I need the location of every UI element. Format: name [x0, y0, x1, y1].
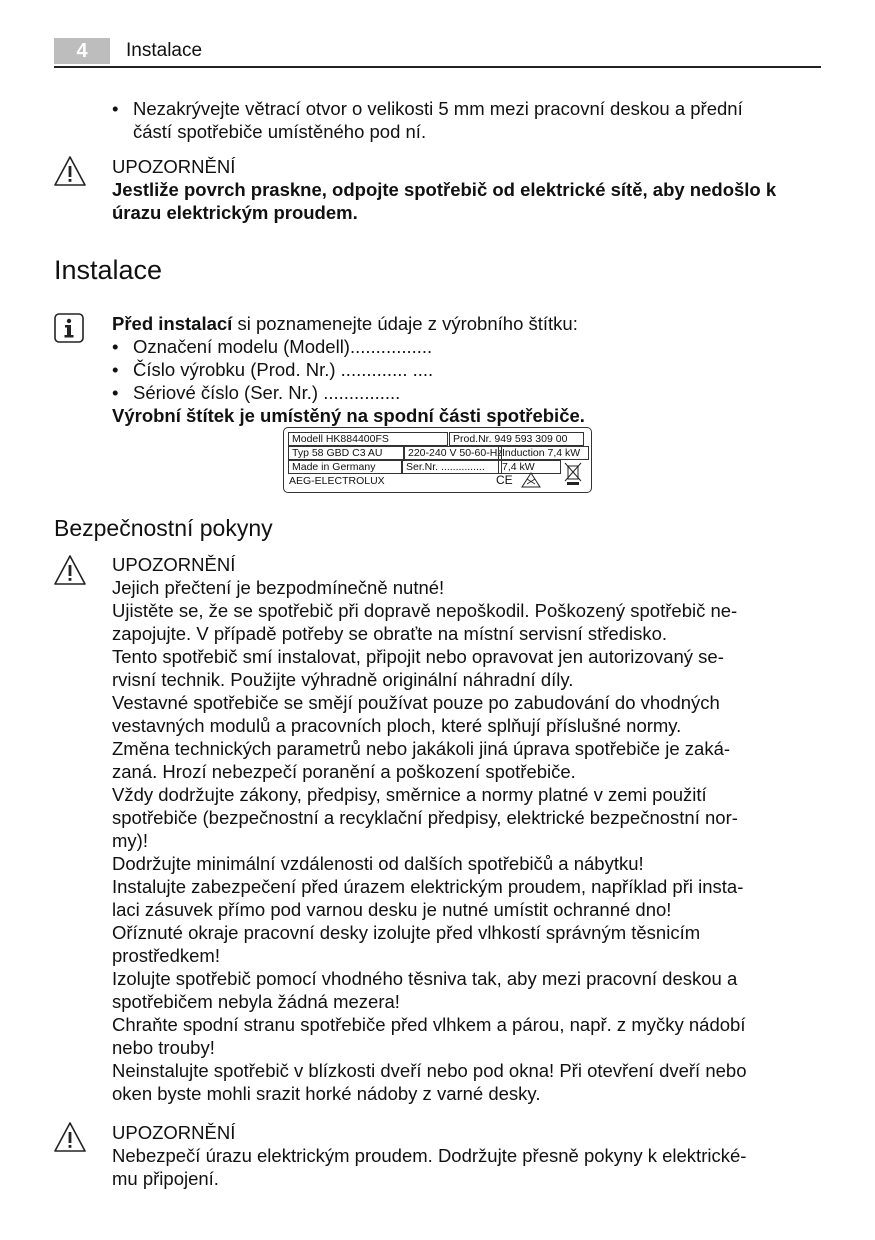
plate-power: 7,4 kW	[498, 460, 561, 474]
nameplate-location-note: Výrobní štítek je umístěný na spodní části spotřebiče.	[112, 405, 585, 426]
warning-text-line-1: Jestliže povrch praskne, odpojte spotřebič od elektrické sítě, aby nedošlo k	[112, 179, 777, 200]
safety-line-6: Vestavné spotřebiče se smějí používat pouze po zabudování do vhodných	[112, 692, 720, 713]
safety-line-11: spotřebiče (bezpečnostní a recyklační předpisy, elektrické bezpečnostní nor-	[112, 807, 738, 828]
warning-triangle-icon	[53, 554, 87, 586]
safety-line-22: Neinstalujte spotřebič v blízkosti dveří nebo pod okna! Při otevření dveří nebo	[112, 1060, 747, 1081]
header-section-title: Instalace	[126, 40, 203, 61]
ce-mark: CE	[496, 473, 513, 487]
safety-line-19: spotřebičem nebyla žádná mezera!	[112, 991, 400, 1012]
plate-made-in: Made in Germany	[288, 460, 402, 474]
ventilation-bullet	[112, 97, 824, 143]
safety-line-18: Izolujte spotřebič pomocí vhodného těsniva tak, aby mezi pracovní deskou a	[112, 968, 738, 989]
warning-title: UPOZORNĚNÍ	[112, 1122, 236, 1143]
list-item-prod-nr	[112, 358, 433, 381]
warning-triangle-icon	[53, 1121, 87, 1153]
safety-line-4: Tento spotřebič smí instalovat, připojit nebo opravovat jen autorizovaný se-	[112, 646, 724, 667]
ventilation-bullet-line-2: částí spotřebiče umístěného pod ní.	[133, 121, 427, 142]
safety-line-16: Oříznuté okraje pracovní desky izolujte před vlhkostí správným těsnicím	[112, 922, 701, 943]
safety-line-17: prostředkem!	[112, 945, 220, 966]
ventilation-bullet-line-1: • Nezakrývejte větrací otvor o velikosti 5 mm mezi pracovní deskou a přední	[133, 98, 743, 119]
safety-mark-icon	[521, 472, 541, 488]
plate-type: Typ 58 GBD C3 AU	[288, 446, 404, 460]
plate-prod-nr: Prod.Nr. 949 593 309 00	[449, 432, 584, 446]
electric-warning-line-1: Nebezpečí úrazu elektrickým proudem. Dodržujte přesně pokyny k elektrické-	[112, 1145, 747, 1166]
plate-induction: Induction 7,4 kW	[498, 446, 589, 460]
list-item-prod-nr-text: • Číslo výrobku (Prod. Nr.) ............. ....	[133, 359, 434, 380]
warning-block-safety	[112, 553, 824, 1105]
instruction-lead: Před instalací	[112, 313, 233, 334]
plate-brand: AEG-ELECTROLUX	[289, 475, 385, 487]
section-title-instalace: Instalace	[54, 255, 163, 285]
safety-line-3: zapojujte. V případě potřeby se obraťte na místní servisní středisko.	[112, 623, 668, 644]
nameplate-instruction	[112, 312, 824, 335]
weee-bin-icon	[564, 462, 582, 486]
list-item-model-text: • Označení modelu (Modell)................	[133, 336, 433, 357]
safety-line-5: rvisní technik. Použijte výhradně originální náhradní díly.	[112, 669, 574, 690]
info-icon	[54, 313, 84, 343]
safety-line-13: Dodržujte minimální vzdálenosti od dalších spotřebičů a nábytku!	[112, 853, 644, 874]
warning-block-electric	[112, 1121, 824, 1190]
plate-voltage: 220-240 V 50-60-Hz	[404, 446, 502, 460]
page-number: 4	[54, 38, 110, 64]
safety-line-10: Vždy dodržujte zákony, předpisy, směrnice a normy platné v zemi použití	[112, 784, 707, 805]
page-header	[54, 36, 821, 68]
safety-line-15: laci zásuvek přímo pod varnou desku je nutné umístit ochranné dno!	[112, 899, 672, 920]
safety-line-20: Chraňte spodní stranu spotřebiče před vlhkem a párou, např. z myčky nádobí	[112, 1014, 746, 1035]
safety-line-7: vestavných modulů a pracovních ploch, které splňují příslušné normy.	[112, 715, 682, 736]
list-item-serial-text: • Sériové číslo (Ser. Nr.) ...............	[133, 382, 401, 403]
warning-triangle-icon	[53, 155, 87, 187]
list-item-model	[112, 335, 432, 358]
safety-line-21: nebo trouby!	[112, 1037, 215, 1058]
rating-plate	[283, 427, 592, 493]
safety-line-14: Instalujte zabezpečení před úrazem elektrickým proudem, například při insta-	[112, 876, 744, 897]
section-title-safety: Bezpečnostní pokyny	[54, 515, 273, 541]
warning-title: UPOZORNĚNÍ	[112, 554, 236, 575]
plate-model: Modell HK884400FS	[288, 432, 448, 446]
safety-line-2: Ujistěte se, že se spotřebič při dopravě nepoškodil. Poškozený spotřebič ne-	[112, 600, 738, 621]
warning-text-line-2: úrazu elektrickým proudem.	[112, 202, 358, 223]
warning-title: UPOZORNĚNÍ	[112, 156, 236, 177]
safety-line-8: Změna technických parametrů nebo jakákoli jiná úprava spotřebiče je zaká-	[112, 738, 731, 759]
safety-line-12: my)!	[112, 830, 148, 851]
list-item-serial	[112, 381, 400, 404]
safety-line-9: zaná. Hrozí nebezpečí poranění a poškození spotřebiče.	[112, 761, 576, 782]
plate-serial: Ser.Nr. ...............	[402, 460, 502, 474]
safety-line-23: oken byste mohli srazit horké nádoby z varné desky.	[112, 1083, 541, 1104]
instruction-rest: si poznamenejte údaje z výrobního štítku:	[232, 313, 578, 334]
warning-block-crack	[112, 155, 824, 224]
nameplate-info-block	[112, 312, 824, 335]
electric-warning-line-2: mu připojení.	[112, 1168, 219, 1189]
safety-line-1: Jejich přečtení je bezpodmínečně nutné!	[112, 577, 445, 598]
